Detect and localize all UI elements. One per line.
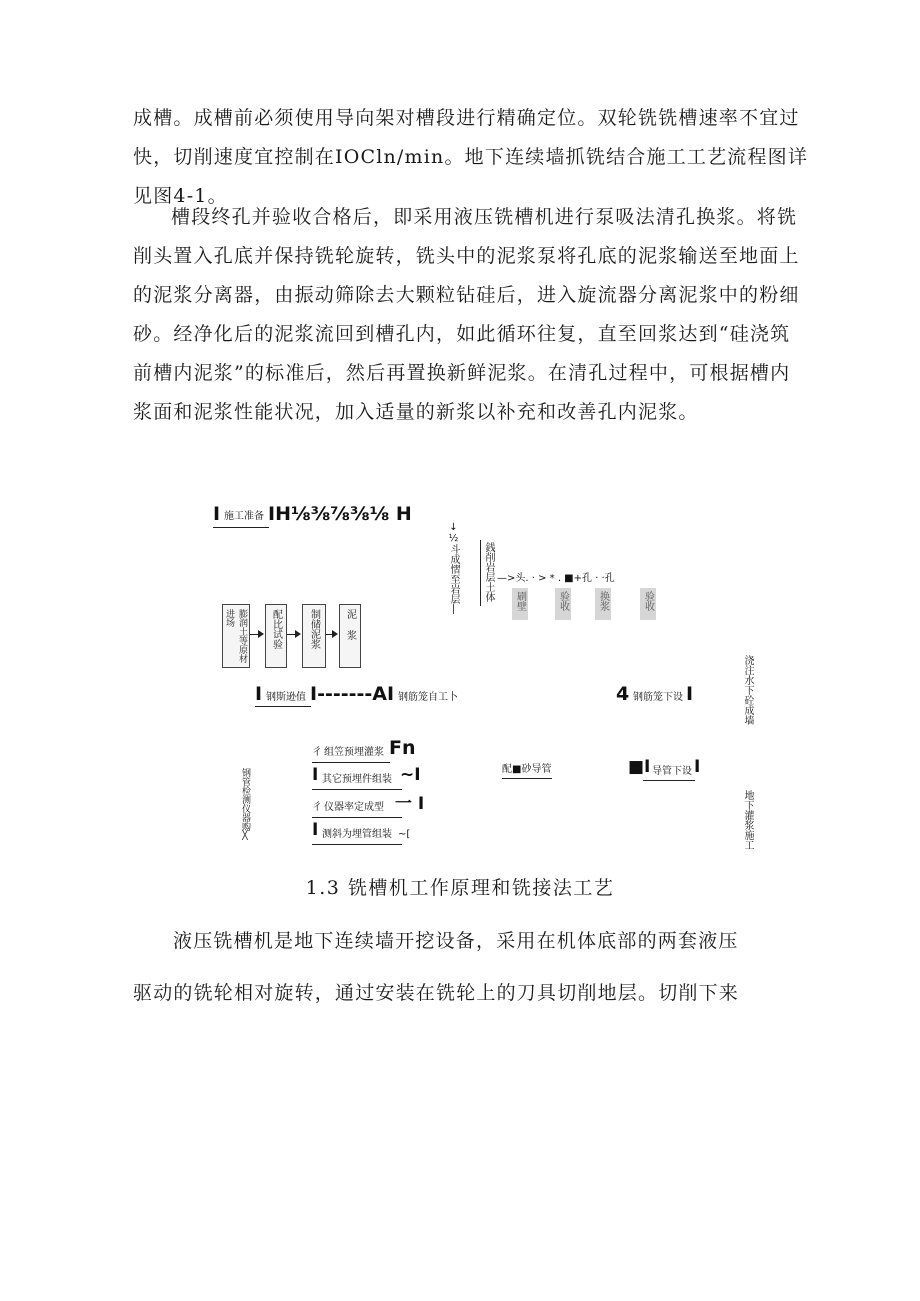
flow-embed-suffix: ~[	[398, 829, 411, 840]
flow-step-ratio-test: 配比试验	[265, 604, 287, 668]
underline	[312, 844, 402, 845]
flow-step-inclinometer-pipe: 测斜为埋管组装	[322, 829, 392, 840]
flow-embed-suffix: 一 I	[395, 794, 425, 814]
flow-connector-text: I-------AI	[310, 683, 395, 705]
flow-step-slurry: 泥 浆	[339, 604, 361, 668]
flow-step-mill-rock: 銭削岩层土体	[483, 542, 494, 602]
flow-step-inspect-1: 验收	[555, 588, 571, 620]
paragraph-3	[133, 915, 805, 1019]
flow-step-grab-to-rock: ↓½斗成慴至岩层∣	[448, 522, 459, 615]
flow-bar-prefix: 4	[616, 683, 630, 705]
flow-step-material-entry: 膨润土等原材进场	[222, 604, 250, 668]
paragraph-line: 前槽内泥浆”的标准后，然后再置换新鲜泥浆。在清孔过程中，可根据槽内	[133, 362, 791, 384]
paragraph-line: 成槽。成槽前必须使用导向架对槽段进行精确定位。双轮铣铣槽速率不宜过	[133, 107, 800, 129]
flow-embed-prefix: 彳	[312, 802, 322, 813]
flow-embed-prefix: 彳	[312, 747, 322, 758]
paragraph-line: 削头置入孔底并保持铣轮旋转，铣头中的泥浆泵将孔底的泥浆输送至地面上	[133, 245, 800, 267]
flow-embed-suffix: ~I	[400, 765, 421, 785]
flow-step-grouting: 地下灌浆施工	[742, 790, 753, 850]
paragraph-line: 槽段终孔并验收合格后，即采用液压铣槽机进行泵吸法清孔换浆。将铣	[171, 206, 798, 228]
section-heading: 1.3 铣槽机工作原理和铣接法工艺	[305, 877, 615, 899]
flow-step-pipe-lowering: 导管下设	[652, 766, 692, 777]
flow-step-embed-grout-pipe: 组笠预埋灌浆	[324, 747, 384, 758]
paragraph-line: 见图4-1。	[133, 185, 228, 207]
flow-step-pour-concrete: 浇注水下砼成墙	[742, 655, 753, 725]
paragraph-line: 的泥浆分离器，由振动筛除去大颗粒钻硅后，进入旋流器分离泥浆中的粉细	[133, 284, 800, 306]
flow-step-make-slurry: 制储泥浆	[302, 604, 326, 668]
underline	[312, 789, 402, 790]
flow-step-instrument-calibration: 仪器率定成型	[324, 802, 384, 813]
flow-step-pipe-prep: 配■砂导管	[502, 764, 552, 775]
flow-bar-prefix: ■I	[628, 757, 651, 777]
arrow-right-icon	[258, 630, 264, 638]
paragraph-line: 浆面和泥浆性能状况，加入适量的新浆以补充和改善孔内泥浆。	[133, 401, 699, 423]
flow-step-instrument-purchase: 钢管检测仪器购╳	[240, 768, 250, 841]
flow-step-steel-procurement: 钢斯逊值	[266, 692, 306, 703]
flow-step-construction-prep: 施工准备	[224, 511, 264, 522]
flow-embed-prefix: I	[312, 820, 319, 840]
flow-bar-suffix: I	[694, 757, 701, 777]
flow-step-inspect-2: 验收	[640, 588, 656, 620]
flow-top-suffix: IH⅛⅜⅞⅜⅛ H	[268, 503, 412, 525]
flow-step-slurry-swap: 换浆	[595, 588, 611, 620]
flow-bar-prefix: I	[213, 503, 221, 525]
paragraph-line: 驱动的铣轮相对旋转，通过安装在铣轮上的刀具切削地层。切削下来	[133, 982, 740, 1004]
paragraph-line: 快，切削速度宜控制在IOCln/min。地下连续墙抓铣结合施工工艺流程图详	[133, 146, 809, 168]
flow-mill-arrow-text: —>头. · > * . ■+孔 · ·孔	[497, 573, 615, 584]
flow-step-other-embeds: 其它预埋件组装	[322, 774, 392, 785]
underline	[213, 527, 269, 528]
flow-step-cage-lowering: 钢筋笼下设	[633, 692, 683, 703]
flow-bar-suffix: I	[686, 683, 694, 705]
flow-embed-prefix: I	[312, 765, 319, 785]
underline	[643, 780, 695, 781]
arrow-right-icon	[332, 630, 338, 638]
flow-step-wall-brush: 刷壁	[512, 588, 528, 620]
flow-step-cage-fabrication: 钢筋笼自工卜	[398, 692, 458, 703]
underline	[502, 778, 552, 779]
arrow-right-icon	[295, 630, 301, 638]
underline	[312, 762, 390, 763]
underline	[312, 817, 402, 818]
paragraph-line: 液压铣槽机是地下连续墙开挖设备，采用在机体底部的两套液压	[173, 930, 739, 952]
underline	[255, 706, 311, 707]
connector-line	[480, 540, 481, 606]
flow-bar-prefix: I	[255, 683, 263, 705]
paragraph-line: 砂。经净化后的泥浆流回到槽孔内，如此循环往复，直至回浆达到“硅浇筑	[133, 323, 791, 345]
flow-embed-suffix: Fn	[389, 737, 416, 759]
